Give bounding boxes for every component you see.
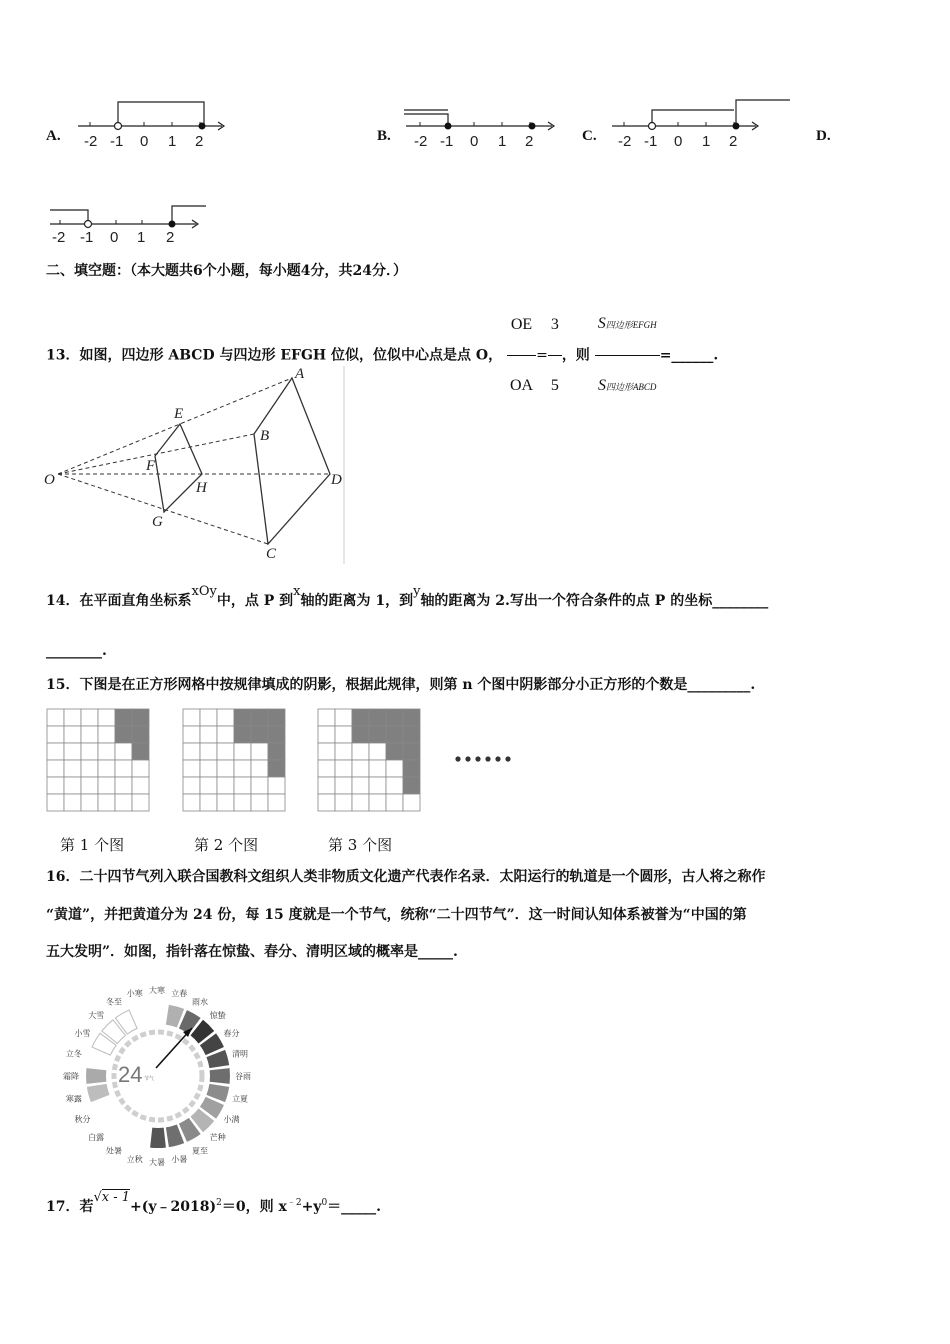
grid-cell [81,777,98,794]
shaded-cell [403,743,420,760]
grid-cell [200,743,217,760]
label-d: D [331,472,342,488]
grid-cell [200,760,217,777]
grid-cell [234,743,251,760]
grid-cell [64,743,81,760]
grid-cell [47,743,64,760]
grid-cell [386,760,403,777]
grid-cell [335,777,352,794]
tick-label: -1 [80,229,94,246]
frac-bot: OA [509,377,534,394]
grid-cell [217,709,234,726]
grid-cell [352,777,369,794]
similar-quadrilaterals-figure [40,366,350,566]
grid-cell [132,777,149,794]
grid-cell [64,794,81,811]
term-label: 小雪 [74,1029,91,1038]
option-b-letter: B. [377,128,391,144]
grid-cell [183,709,200,726]
wheel-segment [210,1068,230,1084]
caption-figure-1: 第 1 个图 [60,836,125,854]
grid-cell [183,794,200,811]
shaded-cell [352,726,369,743]
label-e: E [174,406,184,422]
tick-label: -2 [414,133,428,150]
label-f: F [146,458,156,474]
grid-cell [64,709,81,726]
grid-cell [352,794,369,811]
dot [505,756,510,761]
grid-figure-2 [183,709,285,811]
fraction-area-ratio [595,294,660,417]
grid-cell [369,743,386,760]
frac-top: S四边形EFGH [595,294,660,356]
grid-cell [81,726,98,743]
shaded-cell [268,743,285,760]
grid-cell [64,726,81,743]
shaded-cell [369,709,386,726]
shaded-cell [251,726,268,743]
grid-cell [183,743,200,760]
grid-cell [81,743,98,760]
grid-cell [318,760,335,777]
option-a-letter: A. [46,128,61,144]
term-label: 大寒 [149,986,165,995]
term-label: 小寒 [126,988,143,998]
tick-label: 1 [702,133,711,150]
question-16-line1: 16．二十四节气列入联合国教科文组织人类非物质文化遗产代表作名录．太阳运行的轨道是一个圆形，古人将之称作 [46,869,766,885]
tick-label: 1 [168,133,177,150]
term-label: 惊蛰 [209,1011,226,1021]
grid-cell [81,794,98,811]
frac-bot: S四边形ABCD [597,377,657,394]
grid-cell [335,760,352,777]
dot [495,756,500,761]
tick-label: 0 [674,133,683,150]
tick-label: 0 [140,133,149,150]
grid-cell [47,794,64,811]
term-label: 小暑 [171,1155,188,1165]
caption-figure-2: 第 2 个图 [194,836,259,854]
term-label: 立春 [171,988,188,998]
frac-top: OE [507,295,536,356]
grid-cell [251,794,268,811]
shaded-cell [403,726,420,743]
shaded-cell [268,726,285,743]
grid-cell [217,726,234,743]
section-heading: 二、填空题：（本大题共6个小题，每小题4分，共24分．） [46,263,407,279]
tick-label: 0 [470,133,479,150]
shaded-cell [234,709,251,726]
tick-label: -1 [644,133,658,150]
option-a-numberline [72,96,232,156]
grid-cell [318,794,335,811]
grid-cell [183,726,200,743]
tick-label: 1 [137,229,146,246]
grid-cell [115,760,132,777]
term-label: 夏至 [192,1146,208,1156]
grid-cell [335,709,352,726]
grid-cell [81,760,98,777]
dot [455,756,460,761]
grid-cell [318,709,335,726]
term-label: 大雪 [88,1011,105,1021]
shaded-cell [403,709,420,726]
tick-label: -1 [440,133,454,150]
frac-bot: 5 [550,377,559,394]
shaded-cell [386,743,403,760]
shaded-cell [403,777,420,794]
dot [465,756,470,761]
grid-cell [217,743,234,760]
grid-cell [200,777,217,794]
grid-cell [98,794,115,811]
question-17: 17．若√x - 1+(y﹣2018)$^2$＝0，则 $x^{﹣2}+y^0=\_\_\_\_\_$. [46,1190,382,1215]
grid-cell [386,777,403,794]
grid-figure-1 [47,709,149,811]
grid-cell [98,760,115,777]
grid-cell [132,760,149,777]
grid-cell [403,794,420,811]
grid-cell [183,777,200,794]
term-label: 大暑 [149,1158,165,1167]
grid-cell [234,794,251,811]
wheel-segment [87,1084,110,1102]
fraction-oe-oa [507,295,536,416]
tick-label: -1 [110,133,124,150]
grid-cell [98,726,115,743]
grid-cell [386,794,403,811]
grid-cell [47,726,64,743]
option-d-numberline [46,200,216,250]
grid-cell [369,760,386,777]
center-small: 节气 [144,1076,155,1082]
shaded-cell [234,726,251,743]
term-label: 雨水 [192,997,208,1007]
shaded-cell [386,726,403,743]
grid-cell [200,709,217,726]
option-d-letter: D. [816,128,831,144]
shaded-cell [268,709,285,726]
grid-cell [200,794,217,811]
term-label: 芒种 [209,1132,226,1142]
grid-cell [64,777,81,794]
label-c: C [266,546,277,562]
question-16-line2: “黄道”，并把黄道分为 24 份，每 15 度就是一个节气，统称“二十四节气”．这一时间认知体系被誉为“中国的第 [46,907,747,923]
sup-x: x [293,584,301,599]
question-16-line3: 五大发明”．如图，指针落在惊蛰、春分、清明区域的概率是_____. [46,944,458,960]
shaded-cell [132,726,149,743]
option-c-letter: C. [582,128,597,144]
grid-cell [335,726,352,743]
eq-sign: = [536,347,548,364]
label-b: B [260,428,270,444]
grid-cell [318,777,335,794]
grid-cell [115,777,132,794]
tick-label: -2 [52,229,66,246]
term-label: 冬至 [106,997,122,1007]
grid-cell [318,743,335,760]
wheel-segment [86,1068,106,1084]
shaded-cell [369,726,386,743]
fraction-3-5 [548,295,562,416]
grid-cell [115,794,132,811]
grid-cell [369,794,386,811]
grid-cell [251,777,268,794]
question-15: 15．下图是在正方形网格中按规律填成的阴影，根据此规律，则第 n 个图中阴影部分小正方形的个数是_________. [46,677,756,693]
solar-terms-wheel [40,976,280,1172]
label-a: A [295,366,305,382]
term-label: 清明 [232,1049,249,1059]
shaded-cell [115,726,132,743]
term-label: 霜降 [63,1072,79,1081]
term-label: 春分 [223,1029,240,1038]
option-b-numberline [402,96,562,156]
center-number: 24 [118,1062,143,1087]
shaded-cell [132,743,149,760]
option-c-numberline [606,96,796,156]
wheel-segment [150,1128,166,1148]
grid-cell [268,777,285,794]
q13-suffix: =______. [659,347,719,364]
grid-cell [200,726,217,743]
grid-pattern-figures [46,708,546,816]
grid-cell [132,794,149,811]
label-o: O [44,472,55,488]
shaded-cell [268,760,285,777]
grid-cell [98,743,115,760]
tick-label: -2 [84,133,98,150]
label-g: G [152,514,163,530]
grid-cell [47,709,64,726]
grid-cell [251,743,268,760]
term-label: 立秋 [126,1155,143,1165]
tick-label: 1 [498,133,507,150]
shaded-cell [251,709,268,726]
grid-cell [335,743,352,760]
grid-cell [183,760,200,777]
grid-cell [98,709,115,726]
shaded-cell [403,760,420,777]
caption-figure-3: 第 3 个图 [328,836,393,854]
term-label: 秋分 [74,1115,91,1124]
grid-cell [47,777,64,794]
term-label: 白露 [88,1132,105,1142]
tick-label: 2 [166,229,175,246]
tick-label: 2 [729,133,738,150]
question-14-line2: ________. [46,643,107,659]
dot [475,756,480,761]
tick-label: 2 [525,133,534,150]
tick-label: 2 [195,133,204,150]
label-h: H [196,480,207,496]
grid-cell [234,760,251,777]
term-label: 处暑 [106,1146,122,1156]
grid-cell [47,760,64,777]
shaded-cell [352,709,369,726]
tick-label: -2 [618,133,632,150]
term-label: 寒露 [65,1094,82,1104]
grid-cell [335,794,352,811]
shaded-cell [386,709,403,726]
grid-cell [352,743,369,760]
grid-cell [251,760,268,777]
grid-cell [217,794,234,811]
q13-prefix: 13．如图，四边形 ABCD 与四边形 EFGH 位似，位似中心点是点 O， [46,347,503,364]
grid-cell [98,777,115,794]
tick-label: 0 [110,229,119,246]
sqrt-expression: √x - 1 [93,1190,131,1205]
grid-cell [64,760,81,777]
shaded-cell [132,709,149,726]
grid-cell [318,726,335,743]
grid-cell [352,760,369,777]
grid-cell [217,760,234,777]
grid-cell [217,777,234,794]
sup-xoy: xOy [191,584,217,599]
sup-y: y [413,584,421,599]
dot [485,756,490,761]
grid-cell [81,709,98,726]
grid-cell [234,777,251,794]
frac-top: 3 [548,295,562,356]
grid-cell [268,794,285,811]
term-label: 谷雨 [235,1072,251,1081]
question-14: 14．在平面直角坐标系xOy中，点 P 到x轴的距离为 1，到y轴的距离为 2.写出一个符合条件的点 P 的坐标________ [46,584,769,609]
term-label: 立冬 [65,1049,82,1059]
term-label: 立夏 [232,1094,249,1104]
grid-cell [369,777,386,794]
grid-figure-3 [318,709,420,811]
grid-cell [115,743,132,760]
term-label: 小满 [223,1115,240,1124]
shaded-cell [115,709,132,726]
q13-mid: ，则 [561,347,590,364]
